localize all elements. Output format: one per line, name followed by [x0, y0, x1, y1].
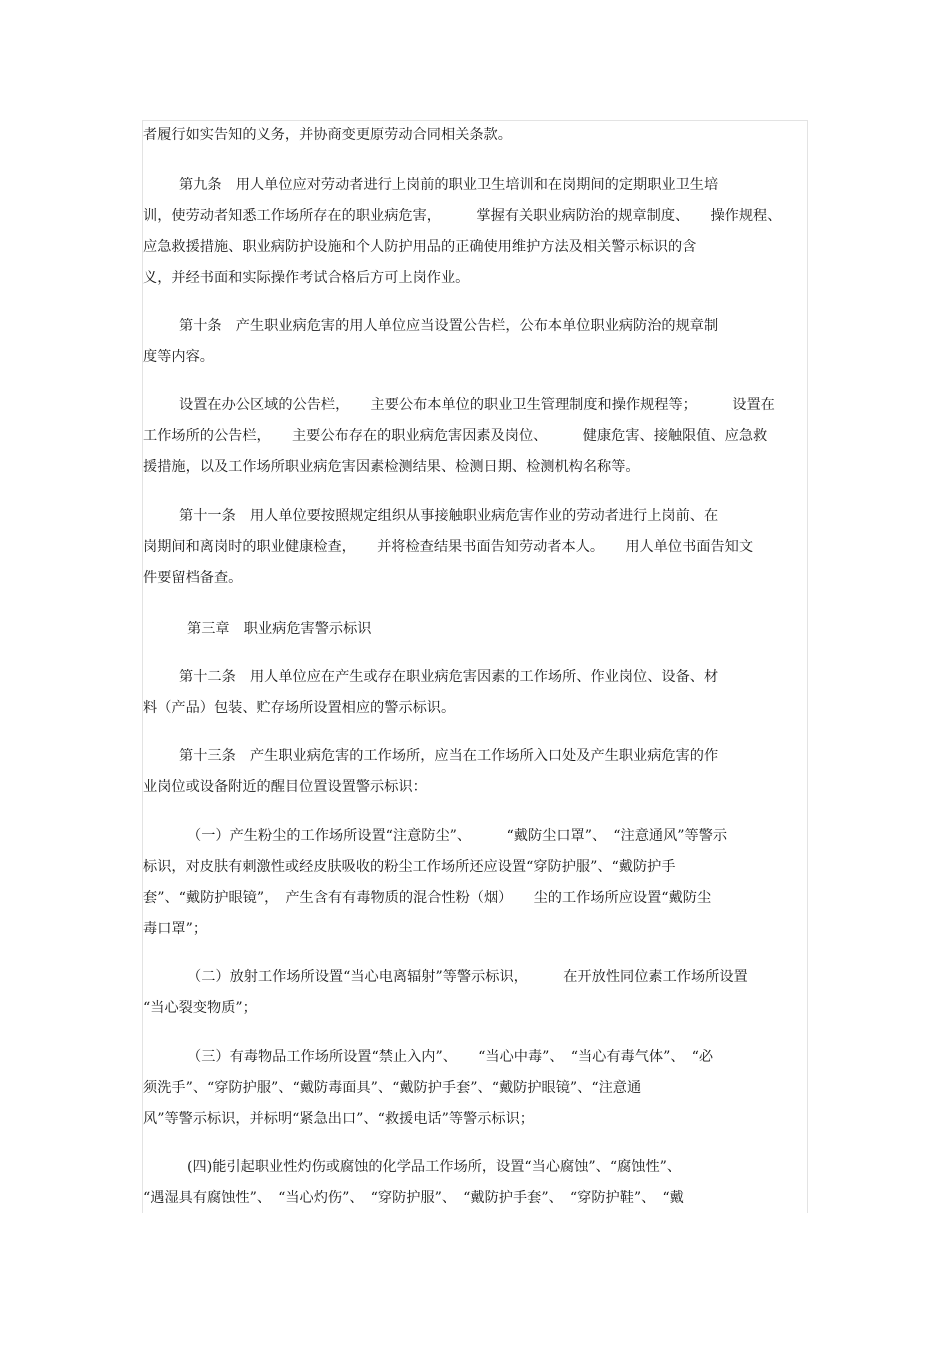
item-4-line-1: (四)能引起职业性灼伤或腐蚀的化学品工作场所，设置“当心腐蚀”、“腐蚀性”、 — [187, 1159, 682, 1175]
notice-board-line-1: 设置在办公区域的公告栏， 主要公布本单位的职业卫生管理制度和操作规程等； 设置在 — [179, 397, 775, 413]
item-1-line-2: 标识，对皮肤有刺激性或经皮肤吸收的粉尘工作场所还应设置“穿防护服”、“戴防护手 — [143, 859, 676, 875]
notice-board-line-3: 援措施，以及工作场所职业病危害因素检测结果、检测日期、检测机构名称等。 — [143, 459, 640, 475]
article-13-line-2: 业岗位或设备附近的醒目位置设置警示标识： — [143, 779, 427, 795]
article-10-line-2: 度等内容。 — [143, 349, 214, 365]
item-1-line-4: 毒口罩”； — [143, 921, 208, 937]
document-page-frame — [142, 120, 808, 1213]
article-12-line-1: 第十二条 用人单位应在产生或存在职业病危害因素的工作场所、作业岗位、设备、材 — [179, 669, 719, 685]
item-3-line-2: 须洗手”、“穿防护服”、“戴防毒面具”、“戴防护手套”、“戴防护眼镜”、“注意通 — [143, 1080, 642, 1096]
item-3-line-1: （三）有毒物品工作场所设置“禁止入内”、 “当心中毒”、 “当心有毒气体”、 “必 — [187, 1049, 714, 1065]
item-1-line-1: （一）产生粉尘的工作场所设置“注意防尘”、 “戴防尘口罩”、 “注意通风”等警示 — [187, 828, 728, 844]
item-1-line-3: 套”、“戴防护眼镜”， 产生含有有毒物质的混合性粉（烟） 尘的工作场所应设置“戴防尘 — [143, 890, 712, 906]
article-13-line-1: 第十三条 产生职业病危害的工作场所，应当在工作场所入口处及产生职业病危害的作 — [179, 748, 719, 764]
item-2-line-2: “当心裂变物质”； — [143, 1000, 257, 1016]
chapter-heading: 第三章 职业病危害警示标识 — [187, 621, 372, 637]
article-9-line-3: 应急救援措施、职业病防护设施和个人防护用品的正确使用维护方法及相关警示标识的含 — [143, 239, 697, 255]
article-11-line-2: 岗期间和离岗时的职业健康检查， 并将检查结果书面告知劳动者本人。 用人单位书面告知文 — [143, 539, 754, 555]
item-2-line-1: （二）放射工作场所设置“当心电离辐射”等警示标识， 在开放性同位素工作场所设置 — [187, 969, 748, 985]
article-11-line-3: 件要留档备查。 — [143, 570, 243, 586]
text-line: 者履行如实告知的义务，并协商变更原劳动合同相关条款。 — [143, 127, 512, 143]
article-10-line-1: 第十条 产生职业病危害的用人单位应当设置公告栏，公布本单位职业病防治的规章制 — [179, 318, 719, 334]
article-11-line-1: 第十一条 用人单位要按照规定组织从事接触职业病危害作业的劳动者进行上岗前、在 — [179, 508, 719, 524]
article-9-line-1: 第九条 用人单位应对劳动者进行上岗前的职业卫生培训和在岗期间的定期职业卫生培 — [179, 177, 719, 193]
article-9-line-2: 训，使劳动者知悉工作场所存在的职业病危害， 掌握有关职业病防治的规章制度、 操作规程、 — [143, 208, 782, 224]
item-3-line-3: 风”等警示标识，并标明“紧急出口”、“救援电话”等警示标识； — [143, 1111, 534, 1127]
notice-board-line-2: 工作场所的公告栏， 主要公布存在的职业病危害因素及岗位、 健康危害、接触限值、应急救 — [143, 428, 768, 444]
article-9-line-4: 义，并经书面和实际操作考试合格后方可上岗作业。 — [143, 270, 470, 286]
article-12-line-2: 料（产品）包装、贮存场所设置相应的警示标识。 — [143, 700, 456, 716]
item-4-line-2: “遇湿具有腐蚀性”、 “当心灼伤”、 “穿防护服”、 “戴防护手套”、 “穿防护鞋”、 “戴 — [143, 1190, 684, 1206]
